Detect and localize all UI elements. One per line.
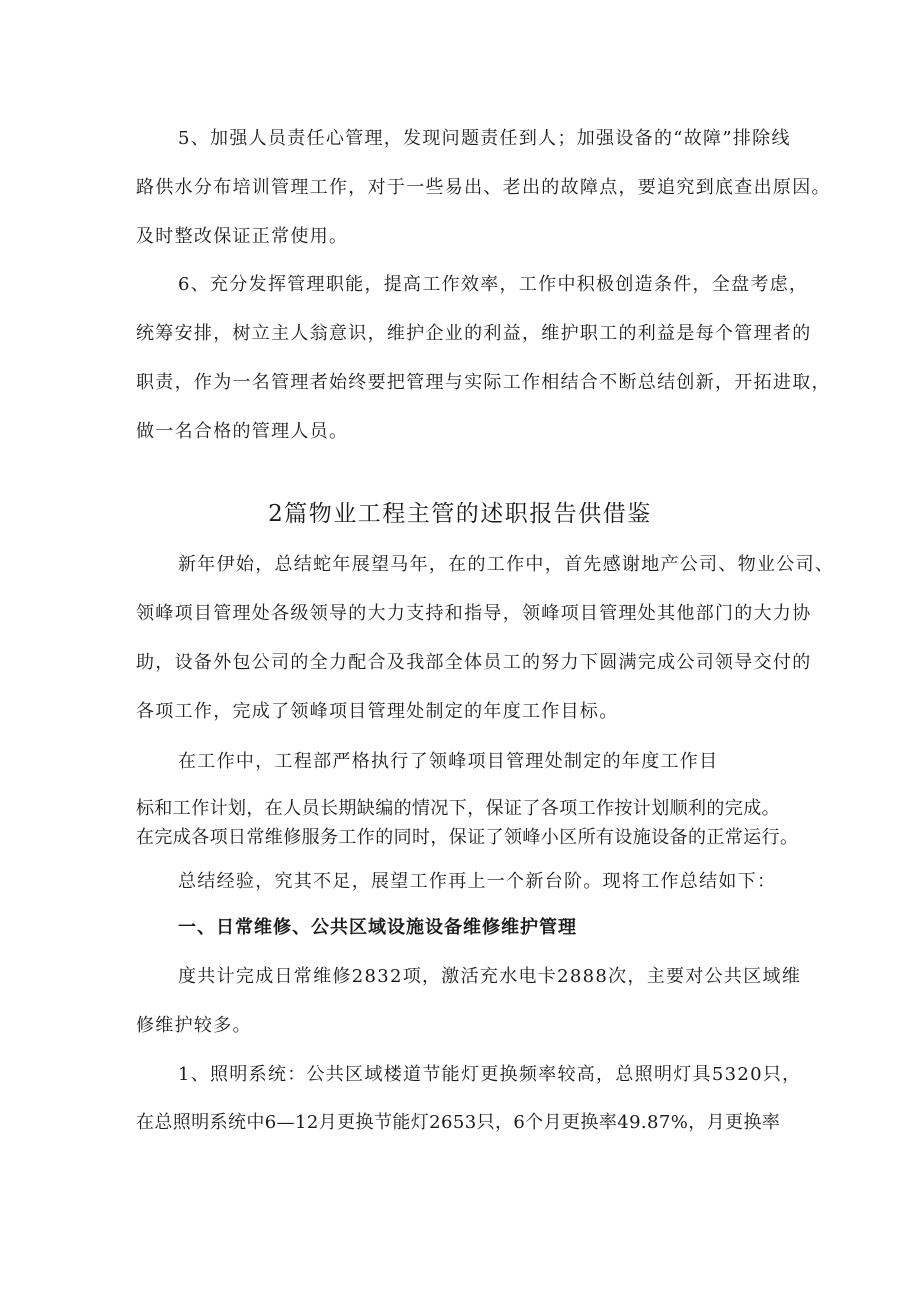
lighting-line-2: 在总照明系统中6—12月更换节能灯2653只，6个月更换率49.87%，月更换率 [136,1112,781,1133]
work-line-2: 标和工作计划，在人员长期缺编的情况下，保证了各项工作按计划顺利的完成。 [136,798,780,819]
paragraph-5-line-3: 及时整改保证正常使用。 [136,226,349,247]
article-title: 2篇物业工程主管的述职报告供借鉴 [268,501,652,527]
work-line-3: 在完成各项日常维修服务工作的同时，保证了领峰小区所有设施设备的正常运行。 [136,827,799,848]
section-heading-1: 一、日常维修、公共区域设施设备维修维护管理 [178,917,577,938]
summary-line: 总结经验，究其不足，展望工作再上一个新台阶。现将工作总结如下： [178,871,777,892]
paragraph-6-line-2: 统筹安排，树立主人翁意识，维护企业的利益，维护职工的利益是每个管理者的 [136,323,812,344]
lighting-line-1: 1、照明系统：公共区域楼道节能灯更换频率较高，总照明灯具5320只， [178,1064,802,1085]
paragraph-5-line-1: 5、加强人员责任心管理，发现问题责任到人；加强设备的“故障”排除线 [178,128,791,149]
maintenance-line-1: 度共计完成日常维修2832项，激活充水电卡2888次，主要对公共区域维 [178,966,802,987]
paragraph-6-line-1: 6、充分发挥管理职能，提高工作效率，工作中积极创造条件，全盘考虑， [178,274,809,295]
paragraph-6-line-3: 职责，作为一名管理者始终要把管理与实际工作相结合不断总结创新，开拓进取， [136,372,831,393]
work-line-1: 在工作中，工程部严格执行了领峰项目管理处制定的年度工作目 [178,751,719,772]
intro-line-2: 领峰项目管理处各级领导的大力支持和指导，领峰项目管理处其他部门的大力协 [136,603,812,624]
paragraph-6-line-4: 做一名合格的管理人员。 [136,421,349,442]
intro-line-4: 各项工作，完成了领峰项目管理处制定的年度工作目标。 [136,701,619,722]
paragraph-5-line-2: 路供水分布培训管理工作，对于一些易出、老出的故障点，要追究到底查出原因。 [136,177,831,198]
intro-line-1: 新年伊始，总结蛇年展望马年，在的工作中，首先感谢地产公司、物业公司、 [178,554,835,575]
intro-line-3: 助，设备外包公司的全力配合及我部全体员工的努力下圆满完成公司领导交付的 [136,652,812,673]
maintenance-line-2: 修维护较多。 [136,1015,252,1036]
